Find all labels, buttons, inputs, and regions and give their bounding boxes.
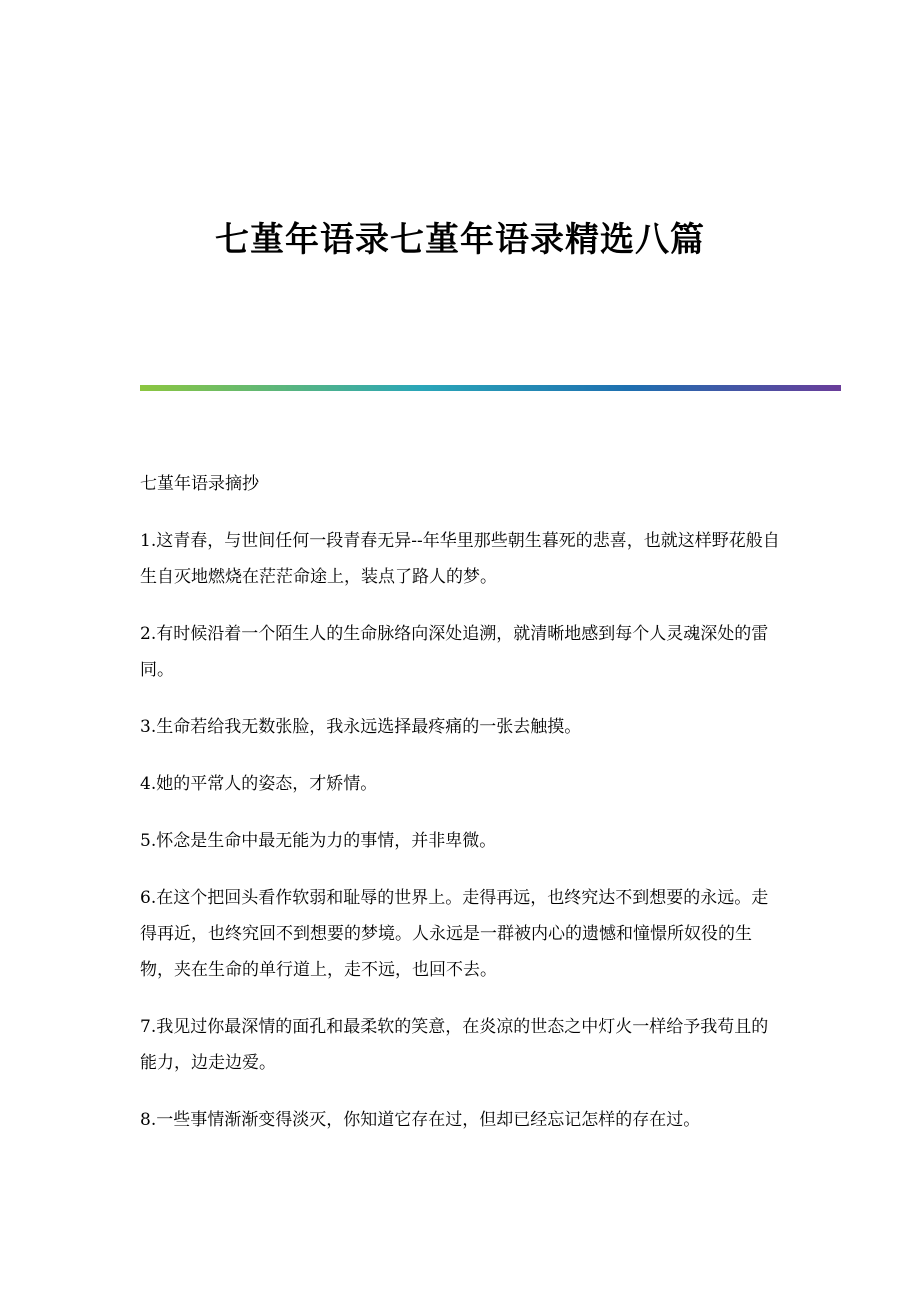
quote-item-8: 8.一些事情渐渐变得淡灭，你知道它存在过，但却已经忘记怎样的存在过。: [140, 1110, 701, 1130]
document-body: [140, 466, 780, 1159]
quote-item-5: 5.怀念是生命中最无能为力的事情，并非卑微。: [140, 831, 497, 851]
quote-item-3: 3.生命若给我无数张脸，我永远选择最疼痛的一张去触摸。: [140, 717, 582, 737]
quote-item-1: 1.这青春，与世间任何一段青春无异--年华里那些朝生暮死的悲喜，也就这样野花般自生自灭地燃烧在茫茫命途上，装点了路人的梦。: [140, 531, 780, 587]
quote-item-2: 2.有时候沿着一个陌生人的生命脉络向深处追溯，就清晰地感到每个人灵魂深处的雷同。: [140, 624, 769, 680]
quote-item-7: 7.我见过你最深情的面孔和最柔软的笑意，在炎凉的世态之中灯火一样给予我苟且的能力，边走边爱。: [140, 1017, 769, 1073]
quote-item-4: 4.她的平常人的姿态，才矫情。: [140, 774, 378, 794]
document-title: 七堇年语录七堇年语录精选八篇: [215, 220, 705, 260]
quote-item-6: 6.在这个把回头看作软弱和耻辱的世界上。走得再远，也终究达不到想要的永远。走得再近，也终究回不到想要的梦境。人永远是一群被内心的遗憾和憧憬所奴役的生物，夹在生命的单行道上，走不远，也回不去。: [140, 888, 769, 980]
section-heading: 七堇年语录摘抄: [140, 474, 259, 494]
gradient-divider: [140, 385, 841, 391]
